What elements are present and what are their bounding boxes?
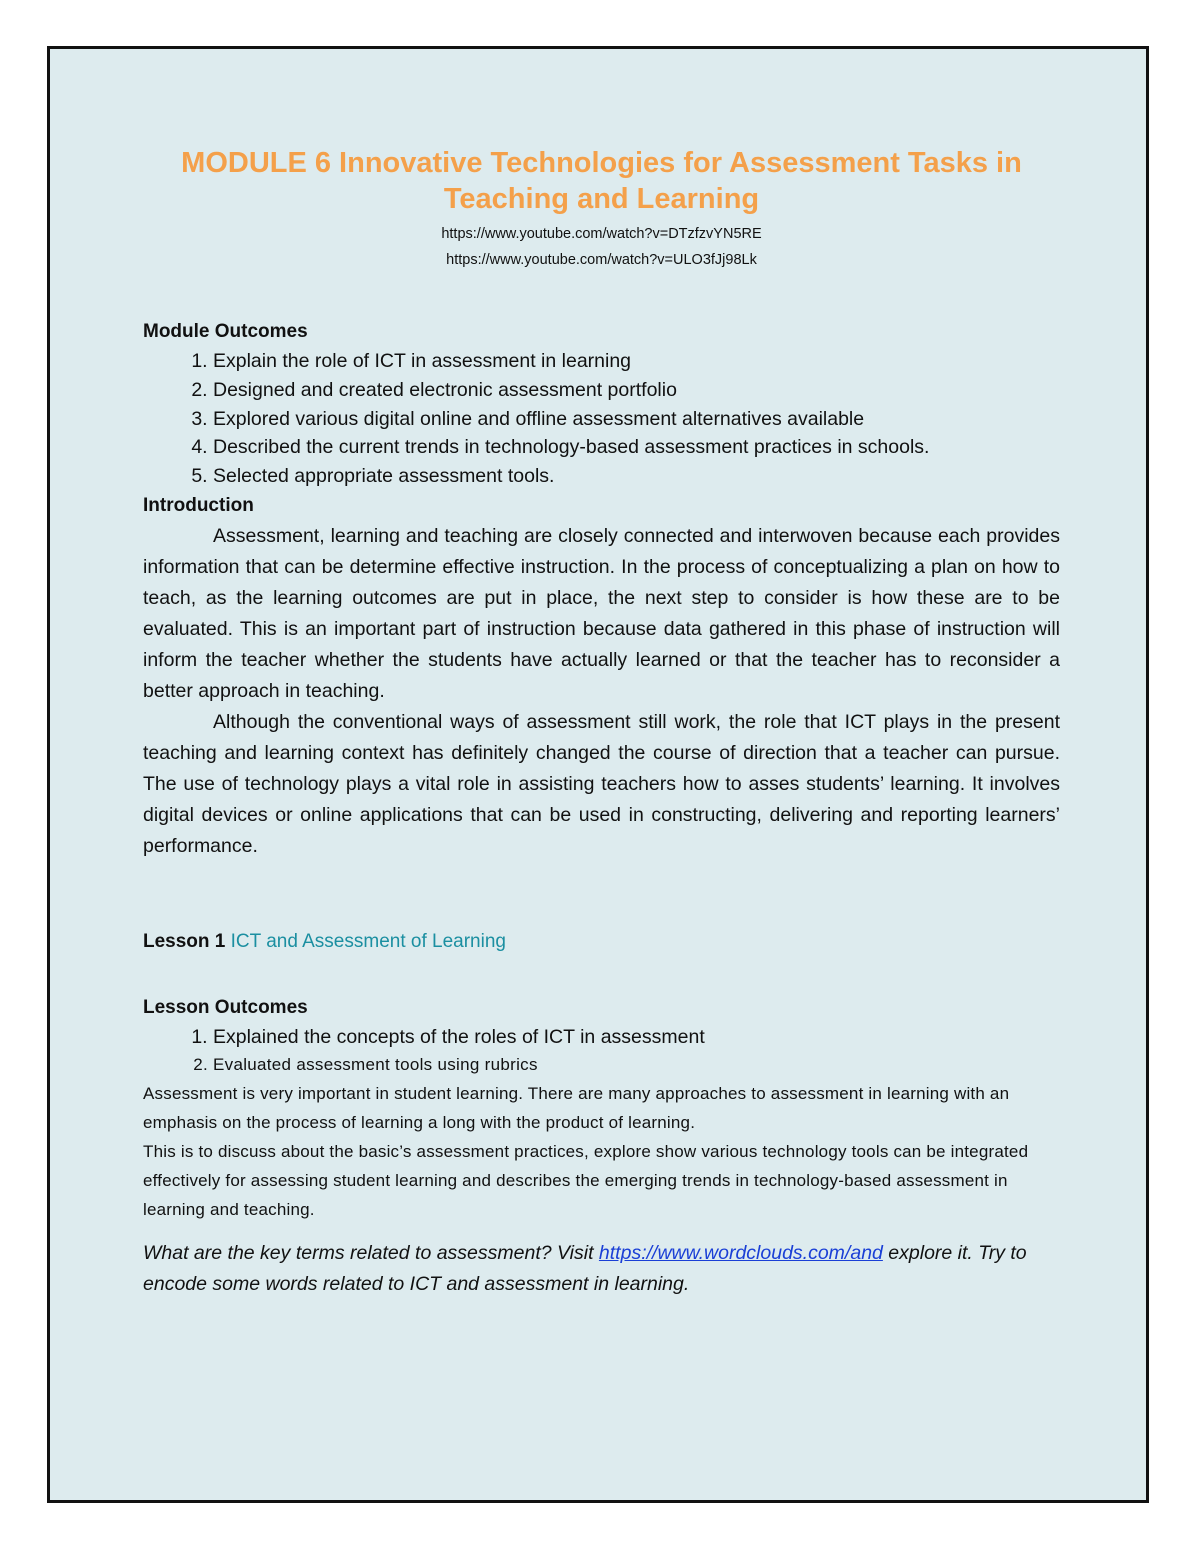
list-item: 2. Designed and created electronic assessment portfolio [213,376,1060,405]
list-item: 1. Explain the role of ICT in assessment in learning [213,347,1060,376]
list-item: 5. Selected appropriate assessment tools. [213,462,1060,491]
module-outcomes-heading: Module Outcomes [143,321,308,342]
lesson-label: Lesson 1 [143,930,226,952]
lesson-name: ICT and Assessment of Learning [230,930,506,952]
wordclouds-link[interactable]: https://www.wordclouds.com/and [598,1241,883,1264]
lesson-paragraph-2: This is to discuss about the basic’s assessment practices, explore show various technology tools can be integrated effectively for assessing student learning and describes the emerging trends in technology-based assessment in learning and teaching. [143,1141,1029,1219]
lesson-outcomes-heading: Lesson Outcomes [143,996,308,1018]
module-outcomes-list [143,347,1060,491]
list-item: 1. Explained the concepts of the roles of ICT in assessment [213,1023,1060,1051]
introduction-paragraph-1: Assessment, learning and teaching are closely connected and interwoven because each provides information that can be determine effective instruction. In the process of conceptualizing a plan on how to teach, as the learning outcomes are put in place, the next step to consider is how these are to be evaluated. This is an important part of instruction because data gathered in this phase of instruction will inform the teacher whether the students have actually learned or that the teacher has to reconsider a better approach in teaching. [143,524,1060,702]
introduction-paragraph-2: Although the conventional ways of assessment still work, the role that ICT plays in the present teaching and learning context has definitely changed the course of direction that a teacher can pursue. The use of technology plays a vital role in assisting teachers how to asses students’ learning. It involves digital devices or online applications that can be used in constructing, delivering and reporting learners’ performance. [143,710,1060,857]
document-page [47,46,1149,1503]
activity-prompt-after: explore it. Try to encode some words related to ICT and assessment in learning. [143,1241,1027,1295]
list-item: 2. Evaluated assessment tools using rubrics [213,1051,1060,1079]
youtube-link-2[interactable]: https://www.youtube.com/watch?v=ULO3fJj98Lk [446,252,757,268]
module-title: MODULE 6 Innovative Technologies for Assessment Tasks in Teaching and Learning [181,147,1022,215]
lesson-paragraph-1: Assessment is very important in student learning. There are many approaches to assessment in learning with an emphasis on the process of learning a long with the product of learning. [143,1083,1010,1132]
introduction-heading: Introduction [143,494,254,516]
youtube-link-1[interactable]: https://www.youtube.com/watch?v=DTzfzvYN5RE [441,226,762,242]
list-item: 4. Described the current trends in technology-based assessment practices in schools. [213,433,1060,462]
activity-prompt [143,1238,1060,1300]
list-item: 3. Explored various digital online and offline assessment alternatives available [213,405,1060,434]
lesson-title [143,927,1060,957]
lesson-outcomes-list [143,1023,1060,1079]
page-content [143,145,1060,1300]
activity-prompt-before: What are the key terms related to assessment? Visit [143,1241,599,1264]
